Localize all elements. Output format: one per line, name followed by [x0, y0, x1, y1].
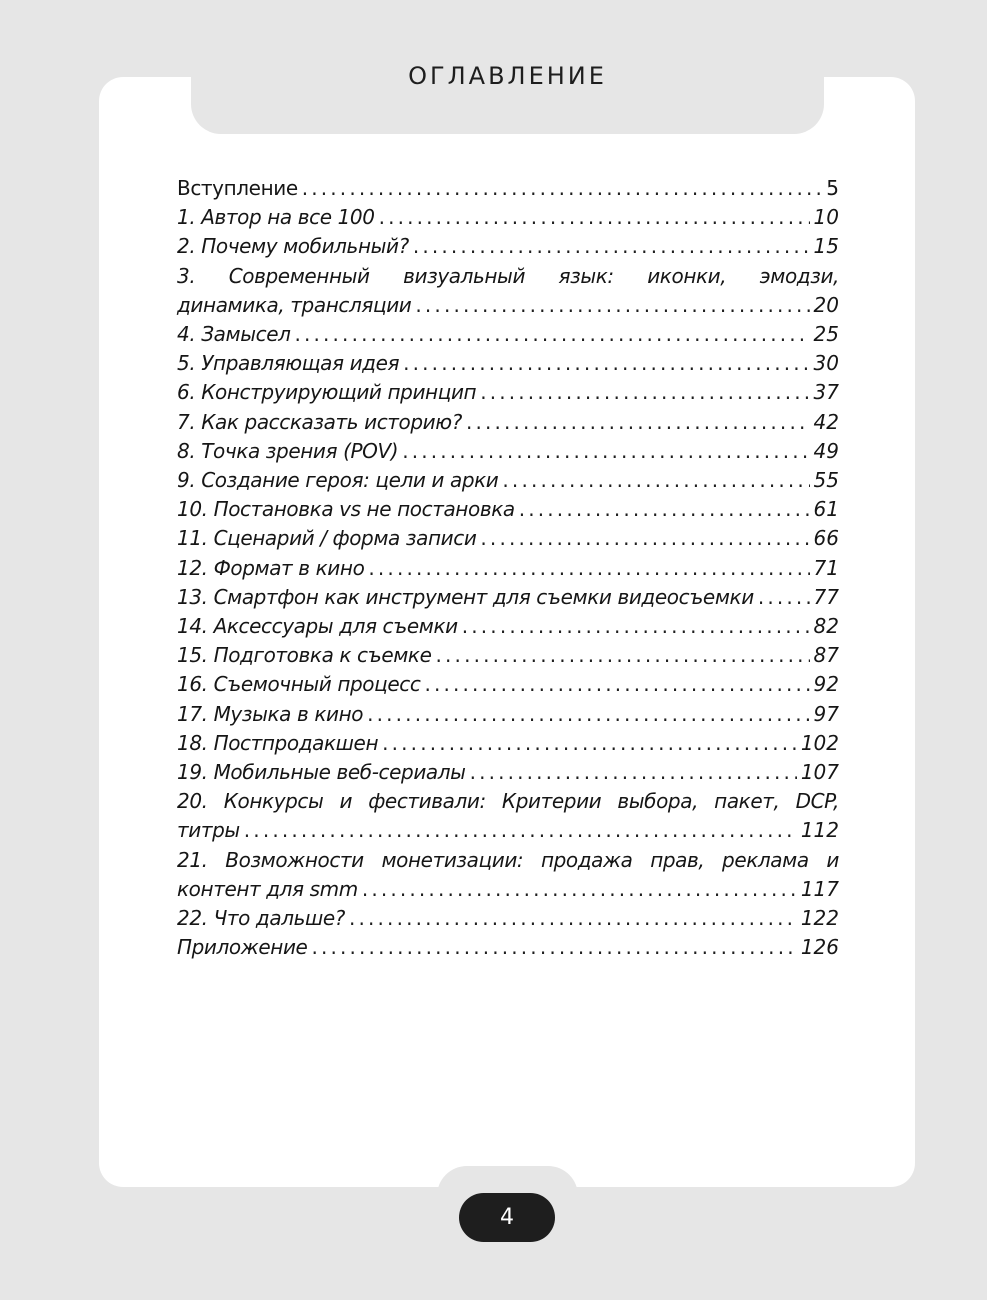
- dot-leader: [470, 758, 797, 787]
- toc-entry-page: 66: [813, 526, 839, 551]
- toc-entry-title: 8. Точка зрения (POV): [177, 438, 399, 463]
- toc-entry[interactable]: [177, 174, 839, 203]
- dot-leader: [480, 378, 809, 407]
- toc-entry-page: 25: [813, 322, 839, 347]
- toc-entry[interactable]: [177, 816, 839, 845]
- toc-entry[interactable]: [177, 700, 839, 729]
- toc-entry-page: 71: [813, 555, 839, 580]
- toc-entry-title: 11. Сценарий / форма записи: [177, 526, 477, 551]
- dot-leader: [502, 466, 809, 495]
- dot-leader: [244, 816, 797, 845]
- toc-entry[interactable]: [177, 554, 839, 583]
- toc-entry-page: 87: [813, 643, 839, 668]
- toc-entry-title: 14. Аксессуары для съемки: [177, 614, 458, 639]
- toc-entry-title: контент для smm: [177, 876, 358, 901]
- toc-entry-title: 17. Музыка в кино: [177, 701, 364, 726]
- toc-entry-page: 77: [813, 584, 839, 609]
- toc-entry[interactable]: [177, 758, 839, 787]
- toc-entry[interactable]: [177, 466, 839, 495]
- toc-entry-page: 55: [813, 468, 839, 493]
- toc-entry[interactable]: [177, 378, 839, 407]
- toc-entry-title: 22. Что дальше?: [177, 906, 345, 931]
- toc-entry[interactable]: [177, 612, 839, 641]
- toc-entry-title: 9. Создание героя: цели и арки: [177, 468, 499, 493]
- toc-entry-page: 15: [813, 234, 839, 259]
- dot-leader: [758, 583, 810, 612]
- toc-entry-page: 97: [813, 701, 839, 726]
- toc-entry[interactable]: [177, 437, 839, 466]
- table-of-contents: [177, 174, 839, 962]
- toc-entry-page: 61: [813, 497, 839, 522]
- toc-entry[interactable]: [177, 349, 839, 378]
- toc-entry[interactable]: [177, 670, 839, 699]
- toc-entry[interactable]: [177, 729, 839, 758]
- toc-entry[interactable]: [177, 495, 839, 524]
- dot-leader: [424, 670, 809, 699]
- dot-leader: [462, 612, 810, 641]
- dot-leader: [403, 349, 809, 378]
- toc-entry-page: 112: [800, 818, 839, 843]
- toc-entry-title: 5. Управляющая идея: [177, 351, 400, 376]
- toc-entry-page: 117: [800, 876, 839, 901]
- toc-entry-title: 6. Конструирующий принцип: [177, 380, 477, 405]
- toc-entry-page: 126: [800, 935, 839, 960]
- dot-leader: [379, 203, 810, 232]
- toc-entry-title-line: 3. Современный визуальный язык: иконки, эмодзи,: [177, 263, 839, 288]
- dot-leader: [302, 174, 823, 203]
- toc-entry-title: 18. Постпродакшен: [177, 730, 379, 755]
- dot-leader: [294, 320, 809, 349]
- toc-entry-title-line: 20. Конкурсы и фестивали: Критерии выбора, пакет, DCP,: [177, 789, 839, 814]
- toc-entry-title: 12. Формат в кино: [177, 555, 365, 580]
- toc-entry-title: 4. Замысел: [177, 322, 291, 347]
- toc-entry[interactable]: [177, 583, 839, 612]
- toc-entry-page: 122: [800, 906, 839, 931]
- toc-entry[interactable]: [177, 320, 839, 349]
- dot-leader: [413, 232, 810, 261]
- toc-entry[interactable]: [177, 408, 839, 437]
- toc-entry-title: 1. Автор на все 100: [177, 205, 375, 230]
- toc-entry-title: Вступление: [177, 176, 298, 200]
- toc-entry-page: 107: [800, 760, 839, 785]
- dot-leader: [311, 933, 796, 962]
- toc-entry-page: 42: [813, 409, 839, 434]
- page-title: ОГЛАВЛЕНИЕ: [408, 62, 607, 90]
- toc-entry-title-line: 21. Возможности монетизации: продажа прав, реклама и: [177, 847, 839, 872]
- toc-entry-title: динамика, трансляции: [177, 292, 412, 317]
- toc-entry-title: 2. Почему мобильный?: [177, 234, 409, 259]
- toc-entry-page: 10: [813, 205, 839, 230]
- toc-entry-title: Приложение: [177, 935, 308, 960]
- toc-entry[interactable]: [177, 904, 839, 933]
- dot-leader: [402, 437, 809, 466]
- toc-entry-title: 13. Смартфон как инструмент для съемки видеосъемки: [177, 584, 754, 609]
- dot-leader: [382, 729, 797, 758]
- toc-entry-page: 92: [813, 672, 839, 697]
- dot-leader: [466, 408, 810, 437]
- toc-entry-page: 82: [813, 614, 839, 639]
- toc-entry-title: 16. Съемочный процесс: [177, 672, 421, 697]
- toc-entry[interactable]: [177, 875, 839, 904]
- toc-entry[interactable]: [177, 291, 839, 320]
- dot-leader: [349, 904, 797, 933]
- toc-entry[interactable]: [177, 641, 839, 670]
- toc-entry-title: 19. Мобильные веб-сериалы: [177, 760, 466, 785]
- toc-entry-page: 102: [800, 730, 839, 755]
- toc-entry-page: 20: [813, 292, 839, 317]
- toc-entry-title: 10. Постановка vs не постановка: [177, 497, 515, 522]
- dot-leader: [415, 291, 809, 320]
- toc-entry-page: 30: [813, 351, 839, 376]
- dot-leader: [367, 700, 809, 729]
- dot-leader: [368, 554, 809, 583]
- dot-leader: [436, 641, 810, 670]
- toc-entry-title: 15. Подготовка к съемке: [177, 643, 432, 668]
- page-number: 4: [459, 1193, 555, 1242]
- toc-entry-page: 5: [826, 176, 839, 200]
- toc-entry-title: титры: [177, 818, 240, 843]
- dot-leader: [519, 495, 810, 524]
- dot-leader: [362, 875, 797, 904]
- toc-entry[interactable]: [177, 524, 839, 553]
- toc-entry-title: 7. Как рассказать историю?: [177, 409, 462, 434]
- toc-entry-page: 49: [813, 438, 839, 463]
- dot-leader: [480, 524, 809, 553]
- toc-entry[interactable]: [177, 203, 839, 232]
- toc-entry[interactable]: [177, 933, 839, 962]
- toc-entry-page: 37: [813, 380, 839, 405]
- toc-entry[interactable]: [177, 232, 839, 261]
